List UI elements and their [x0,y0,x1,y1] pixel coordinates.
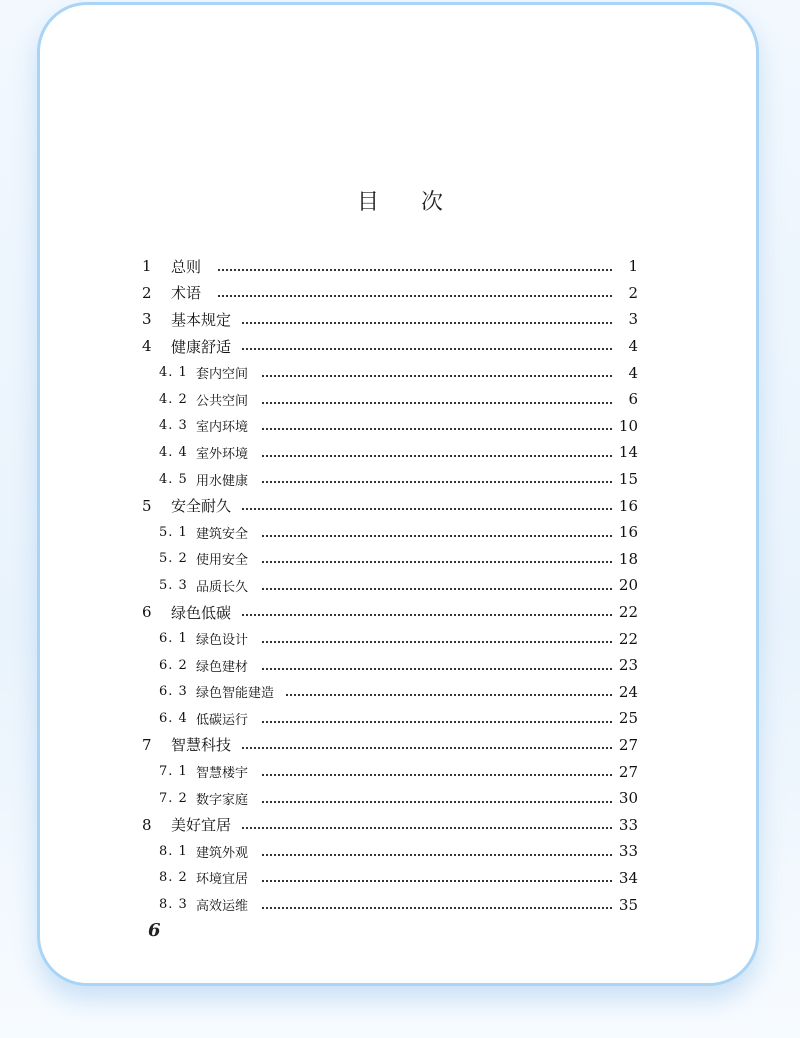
toc-entry-label: 术语 [171,282,211,303]
toc-leader-dots [262,640,612,643]
toc-entry-page-number: 22 [618,603,638,622]
toc-entry-page-number: 16 [618,523,638,542]
toc-entry-page-number: 34 [618,868,638,887]
toc-leader-dots [218,321,612,324]
toc-entry-page-number: 22 [618,629,638,648]
toc-chapter-row[interactable] [0,306,800,333]
toc-entry-number: 6. 2 [159,657,188,673]
toc-entry-number: 4. 5 [159,471,188,487]
toc-section-row[interactable] [0,386,800,413]
toc-entry-label: 健康舒适 [171,336,241,357]
toc-leader-dots [218,507,612,510]
toc-section-row[interactable] [0,439,800,466]
toc-section-row[interactable] [0,359,800,386]
toc-section-row[interactable] [0,652,800,679]
toc-leader-dots [262,401,612,404]
page-title: 目次 [356,190,485,215]
toc-entry-number: 6 [142,603,152,622]
toc-section-row[interactable] [0,891,800,918]
toc-entry-number: 6. 1 [159,631,188,647]
toc-entry-label: 总则 [171,256,211,277]
toc-entry-label: 安全耐久 [171,495,241,516]
toc-entry-page-number: 27 [618,762,638,781]
toc-entry-number: 4. 1 [159,365,188,381]
toc-entry-page-number: 14 [618,443,638,462]
toc-section-row[interactable] [0,625,800,652]
toc-entry-label: 套内空间 [196,363,258,382]
toc-entry-label: 室内环境 [196,416,258,435]
toc-entry-label: 绿色建材 [196,656,258,675]
toc-entry-number: 7. 1 [159,764,188,780]
toc-leader-dots [262,454,612,457]
toc-chapter-row[interactable] [0,732,800,759]
toc-entry-number: 5 [142,496,152,515]
toc-leader-dots [262,853,612,856]
toc-entry-number: 4. 4 [159,444,188,460]
toc-entry-page-number: 16 [618,496,638,515]
toc-entry-label: 绿色智能建造 [196,682,284,701]
toc-entry-page-number: 3 [628,310,638,329]
toc-entry-page-number: 23 [618,656,638,675]
toc-entry-label: 数字家庭 [196,789,258,808]
toc-entry-page-number: 33 [618,842,638,861]
toc-chapter-row[interactable] [0,333,800,360]
toc-entry-number: 5. 2 [159,551,188,567]
toc-entry-page-number: 18 [618,549,638,568]
toc-entry-number: 4 [142,337,152,356]
toc-entry-number: 5. 1 [159,524,188,540]
toc-entry-label: 建筑安全 [196,523,258,542]
toc-leader-dots [218,268,612,271]
toc-entry-number: 7 [142,735,152,754]
toc-entry-label: 用水健康 [196,470,258,489]
toc-entry-label: 智慧科技 [171,734,241,755]
toc-leader-dots [262,693,612,696]
toc-chapter-row[interactable] [0,280,800,307]
toc-entry-page-number: 15 [618,470,638,489]
toc-entry-label: 环境宜居 [196,868,258,887]
toc-entry-page-number: 24 [618,682,638,701]
toc-entry-label: 智慧楼宇 [196,762,258,781]
toc-section-row[interactable] [0,865,800,892]
toc-entry-page-number: 27 [618,735,638,754]
toc-leader-dots [262,773,612,776]
toc-entry-label: 高效运维 [196,895,258,914]
toc-entry-label: 基本规定 [171,309,241,330]
toc-entry-number: 8. 1 [159,843,188,859]
toc-leader-dots [262,800,612,803]
toc-entry-number: 3 [142,310,152,329]
toc-entry-page-number: 2 [628,283,638,302]
toc-entry-label: 绿色设计 [196,629,258,648]
toc-entry-page-number: 4 [628,363,638,382]
toc-leader-dots [218,746,612,749]
toc-entry-number: 1 [142,257,152,276]
toc-leader-dots [262,534,612,537]
toc-section-row[interactable] [0,838,800,865]
toc-leader-dots [218,347,612,350]
toc-entry-page-number: 35 [618,895,638,914]
toc-entry-page-number: 4 [628,337,638,356]
toc-entry-page-number: 33 [618,815,638,834]
toc-entry-label: 室外环境 [196,443,258,462]
toc-section-row[interactable] [0,785,800,812]
toc-leader-dots [262,560,612,563]
toc-leader-dots [262,374,612,377]
toc-entry-label: 低碳运行 [196,709,258,728]
toc-section-row[interactable] [0,758,800,785]
toc-section-row[interactable] [0,572,800,599]
footer-page-number: 6 [148,920,161,941]
toc-entry-label: 品质长久 [196,576,258,595]
toc-leader-dots [218,826,612,829]
toc-entry-page-number: 30 [618,789,638,808]
toc-section-row[interactable] [0,519,800,546]
toc-entry-number: 8. 2 [159,870,188,886]
toc-leader-dots [262,587,612,590]
toc-leader-dots [262,427,612,430]
toc-leader-dots [262,667,612,670]
toc-chapter-row[interactable] [0,253,800,280]
toc-leader-dots [262,879,612,882]
toc-entry-label: 美好宜居 [171,814,241,835]
toc-entry-label: 建筑外观 [196,842,258,861]
toc-leader-dots [218,613,612,616]
toc-chapter-row[interactable] [0,492,800,519]
toc-entry-number: 8. 3 [159,897,188,913]
toc-entry-number: 5. 3 [159,577,188,593]
toc-entry-number: 7. 2 [159,790,188,806]
toc-entry-label: 使用安全 [196,549,258,568]
toc-leader-dots [262,480,612,483]
toc-entry-page-number: 1 [628,257,638,276]
toc-section-row[interactable] [0,705,800,732]
toc-leader-dots [262,906,612,909]
toc-chapter-row[interactable] [0,811,800,838]
toc-entry-number: 2 [142,283,152,302]
toc-entry-label: 绿色低碳 [171,602,241,623]
toc-entry-page-number: 10 [618,416,638,435]
toc-leader-dots [218,294,612,297]
toc-section-row[interactable] [0,413,800,440]
toc-entry-number: 4. 2 [159,391,188,407]
toc-chapter-row[interactable] [0,599,800,626]
toc-entry-number: 8 [142,815,152,834]
toc-entry-page-number: 20 [618,576,638,595]
toc-entry-page-number: 25 [618,709,638,728]
toc-leader-dots [262,720,612,723]
toc-entry-page-number: 6 [628,390,638,409]
toc-entry-number: 6. 4 [159,710,188,726]
table-of-contents [0,253,800,918]
toc-section-row[interactable] [0,679,800,706]
toc-section-row[interactable] [0,546,800,573]
toc-entry-label: 公共空间 [196,390,258,409]
toc-entry-number: 6. 3 [159,684,188,700]
toc-section-row[interactable] [0,466,800,493]
toc-entry-number: 4. 3 [159,418,188,434]
